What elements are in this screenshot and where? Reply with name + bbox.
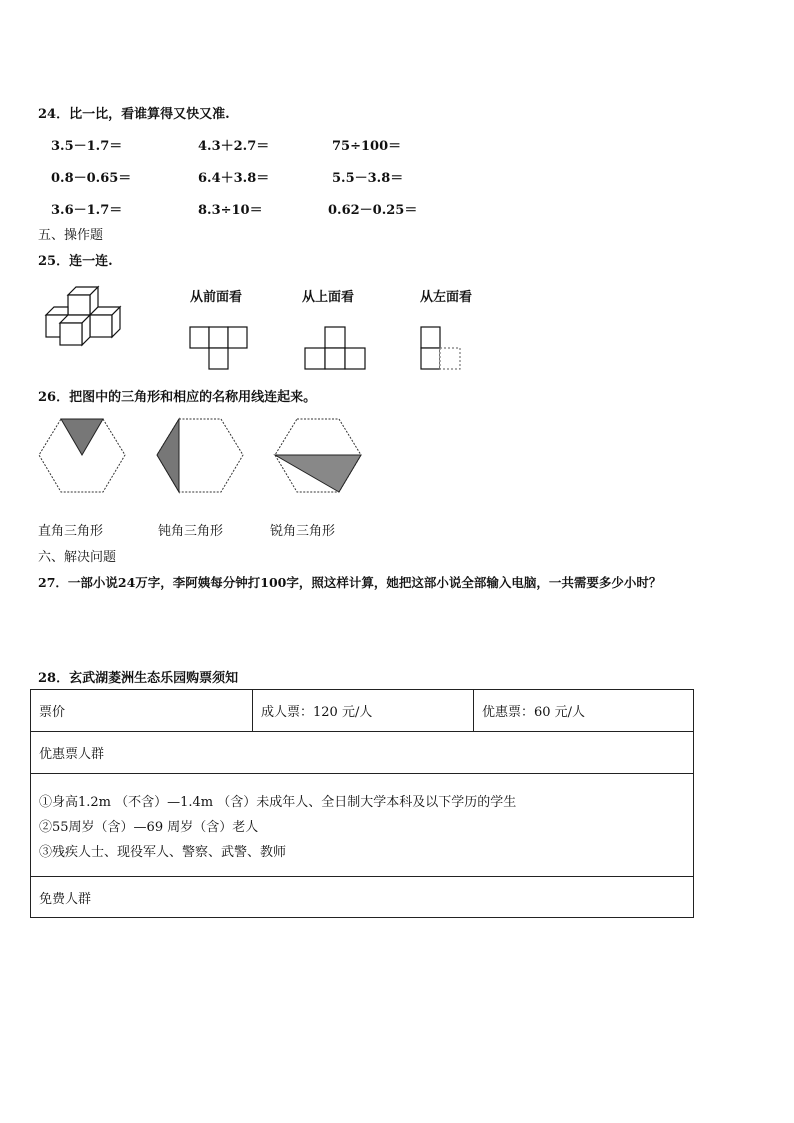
expression: 0.62－0.25＝ [328, 203, 418, 218]
q25-title: 25．连一连. [38, 254, 113, 269]
hexagon-figure-3 [275, 417, 365, 497]
q24-title: 24．比一比，看谁算得又快又准. [38, 107, 230, 122]
table-cell: 成人票：120 元/人 [253, 690, 474, 732]
table-cell: 优惠票：60 元/人 [474, 690, 694, 732]
ticket-table [30, 689, 694, 918]
triangle-label-obtuse: 钝角三角形 [158, 524, 224, 539]
table-cell: 票价 [31, 690, 253, 732]
expression: 0.8－0.65＝ [51, 171, 132, 186]
expression: 75÷100＝ [332, 139, 402, 154]
list-item: ①身高1.2m （不含）—1.4m （含）未成年人、全日制大学本科及以下学历的学生 [39, 794, 517, 810]
table-row [31, 877, 694, 918]
expression: 6.4＋3.8＝ [198, 171, 270, 186]
expression: 8.3÷10＝ [198, 203, 263, 218]
hexagon-figure-1 [39, 417, 129, 497]
section-heading: 五、操作题 [38, 228, 104, 243]
view-drawing-left [420, 326, 465, 371]
q28-title: 28．玄武湖菱洲生态乐园购票须知 [38, 671, 239, 686]
table-cell: 免费人群 [31, 877, 694, 918]
view-drawing-top [304, 326, 366, 371]
view-drawing-front [189, 326, 249, 371]
list-item: ③残疾人士、现役军人、警察、武警、教师 [39, 844, 287, 860]
triangle-label-right: 直角三角形 [38, 524, 104, 539]
q26-title: 26．把图中的三角形和相应的名称用线连起来。 [38, 390, 317, 405]
table-row [31, 732, 694, 774]
triangle-label-acute: 锐角三角形 [270, 524, 336, 539]
view-label-front: 从前面看 [190, 290, 243, 305]
expression: 3.5－1.7＝ [51, 139, 123, 154]
table-row [31, 774, 694, 877]
expression: 5.5－3.8＝ [332, 171, 404, 186]
list-item: ②55周岁（含）—69 周岁（含）老人 [39, 819, 259, 835]
q27-title: 27．一部小说24万字，李阿姨每分钟打100字，照这样计算，她把这部小说全部输入电脑，一共需要多少小时？ [38, 575, 662, 590]
expression: 4.3＋2.7＝ [198, 139, 270, 154]
view-label-left: 从左面看 [420, 290, 473, 305]
table-cell: 优惠票人群 [31, 732, 694, 774]
expression: 3.6－1.7＝ [51, 203, 123, 218]
view-label-top: 从上面看 [302, 290, 355, 305]
cube-stack-figure [42, 283, 132, 353]
section-heading: 六、解决问题 [38, 550, 117, 565]
hexagon-figure-2 [157, 417, 247, 497]
table-row [31, 690, 694, 732]
table-cell [31, 774, 694, 877]
